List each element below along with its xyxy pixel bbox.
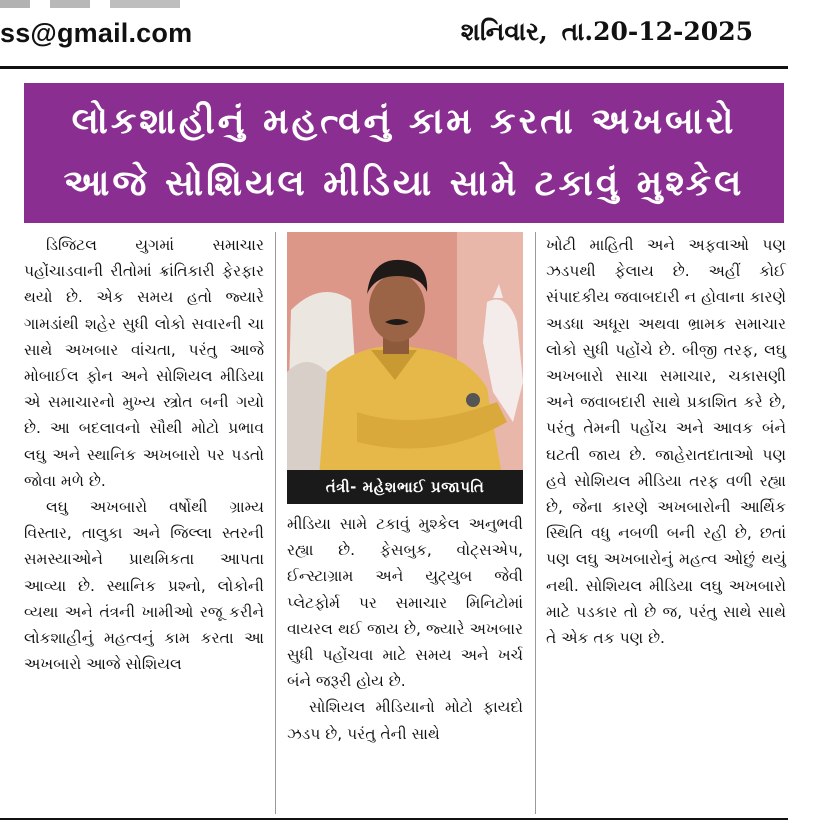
headline-line-1: લોકશાહીનું મહત્વનું કામ કરતા અખબારો <box>71 101 737 142</box>
headline-banner <box>24 83 784 223</box>
dateline <box>461 17 753 47</box>
editor-photo <box>287 232 523 504</box>
headline-line-2: આજે સોશિયલ મીડિયા સામે ટકાવું મુશ્કેલ <box>63 163 745 204</box>
column-divider <box>535 232 536 814</box>
editor-portrait-image <box>287 232 523 504</box>
article-column-3 <box>546 232 786 651</box>
dateline-date: તા.20-12-2025 <box>561 17 753 46</box>
article-paragraph: ડિજિટલ યુગમાં સમાચાર પહોંચાડવાની રીતોમાં ક્રાંતિકારી ફેરફાર થયો છે. એક સમય હતો જ્યારે ગામડાંથી શહેર સુધી લોકો સવારની ચા સાથે અખબાર વાંચતા, પરંતુ આજે મોબાઈલ ફોન અને સોશિયલ મીડિયા એ સમાચારનો મુખ્ય સ્ત્રોત બની ગયો છે. આ બદલાવનો સૌથી મોટો પ્રભાવ લઘુ અને સ્થાનિક અખબારો પર પડતો જોવા મળે છે. <box>24 236 264 490</box>
cropped-masthead-text <box>0 0 240 8</box>
article-paragraph: સોશિયલ મીડિયાનો મોટો ફાયદો ઝડપ છે, પરંતુ તેની સાથે <box>287 698 523 743</box>
article-paragraph: ખોટી માહિતી અને અફવાઓ પણ ઝડપથી ફેલાય છે. અહીં કોઈ સંપાદકીય જવાબદારી ન હોવાના કારણે અડધા અધૂરા અથવા ભ્રામક સમાચાર લોકો સુધી પહોંચે છે. બીજી તરફ, લઘુ અખબારો સાચા સમાચાર, ચકાસણી અને જવાબદારી સાથે પ્રકાશિત કરે છે, પરંતુ તેમની પહોંચ અને આવક બંને ઘટતી જાય છે. જાહેરાતદાતાઓ પણ હવે સોશિયલ મીડિયા તરફ વળી રહ્યા છે, જેના કારણે અખબારોની આર્થિક સ્થિતિ વધુ નબળી બની રહી છે, છતાં પણ લઘુ અખબારોનું મહત્વ ઓછું થયું નથી. સોશિયલ મીડિયા લઘુ અખબારો માટે પડકાર તો છે જ, પરંતુ સાથે સાથે તે એક તક પણ છે. <box>546 236 786 648</box>
footer-rule <box>0 818 788 820</box>
photo-caption: તંત્રી- મહેશભાઈ પ્રજાપતિ <box>287 470 523 504</box>
dateline-day: શનિવાર, <box>460 17 548 46</box>
article-paragraph: મીડિયા સામે ટકાવું મુશ્કેલ અનુભવી રહ્યા છે. ફેસબુક, વોટ્સએપ, ઈન્સ્ટાગ્રામ અને યુટ્યુબ જેવી પ્લેટફોર્મ પર સમાચાર મિનિટોમાં વાયરલ થઈ જાય છે, જ્યારે અખબાર સુધી પહોંચવા માટે સમય અને ખર્ચ બંને જરૂરી હોય છે. <box>287 515 523 691</box>
contact-email: ss@gmail.com <box>0 18 193 48</box>
masthead-strip <box>0 0 815 62</box>
column-divider <box>275 232 276 814</box>
article-column-1 <box>24 232 264 677</box>
article-paragraph: લઘુ અખબારો વર્ષોથી ગ્રામ્ય વિસ્તાર, તાલુકા અને જિલ્લા સ્તરની સમસ્યાઓને પ્રાથમિકતા આપતા આવ્યા છે. સ્થાનિક પ્રશ્નો, લોકોની વ્યથા અને તંત્રની ખામીઓ રજૂ કરીને લોકશાહીનું મહત્વનું કામ કરતા આ અખબારો આજે સોશિયલ <box>24 498 264 674</box>
article-column-2 <box>287 511 523 747</box>
header-rule <box>0 66 788 69</box>
